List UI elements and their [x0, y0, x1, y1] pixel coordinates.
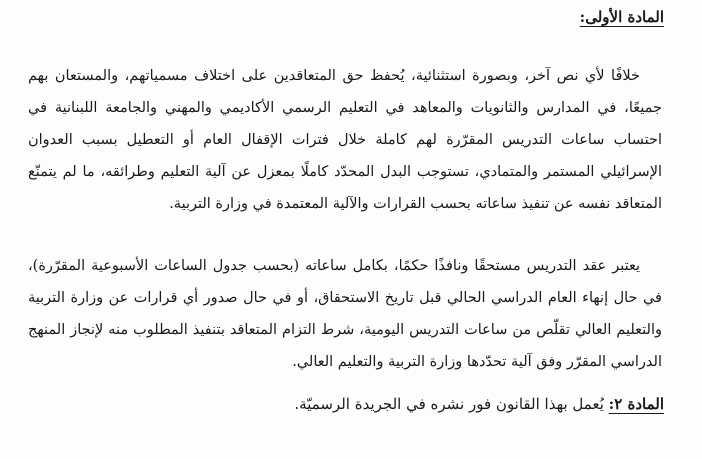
article-2	[294, 395, 664, 413]
article-1-heading: المادة الأولى:	[579, 8, 664, 26]
article-2-text: يُعمل بهذا القانون فور نشره في الجريدة الرسميّة.	[294, 395, 609, 413]
article-2-heading: المادة ٢:	[608, 395, 664, 413]
article-1-paragraph-2: يعتبر عقد التدريس مستحقًا ونافذًا حكمًا، بكامل ساعاته (بحسب جدول الساعات الأسبوعية المقرّرة)، في حال إنهاء العام الدراسي الحالي قبل تاريخ الاستحقاق، أو في حال صدور أي قرارات عن وزارة التربية والتعليم العالي تقلّص من ساعات التدريس اليومية، شرط التزام المتعاقد بتنفيذ المطلوب منه لإنجاز المنهج الدراسي المقرّر وفق آلية تحدّدها وزارة التربية والتعليم العالي.	[28, 258, 662, 370]
article-1-paragraph-1: خلافًا لأي نص آخر، وبصورة استثنائية، يُحفظ حق المتعاقدين على اختلاف مسمياتهم، والمستعان بهم جميعًا، في المدارس والثانويات والمعاهد في التعليم الرسمي الأكاديمي والمهني والجامعة اللبنانية في احتساب ساعات التدريس المقرّرة لهم كاملة خلال فترات الإقفال العام أو التعطيل بسبب العدوان الإسرائيلي المستمر والمتمادي، تستوجب البدل المحدّد كاملًا بمعزل عن آلية التعليم وطرائقه، ما لم يتمنّع المتعاقد نفسه عن تنفيذ ساعاته بحسب القرارات والآلية المعتمدة في وزارة التربية.	[28, 68, 662, 212]
